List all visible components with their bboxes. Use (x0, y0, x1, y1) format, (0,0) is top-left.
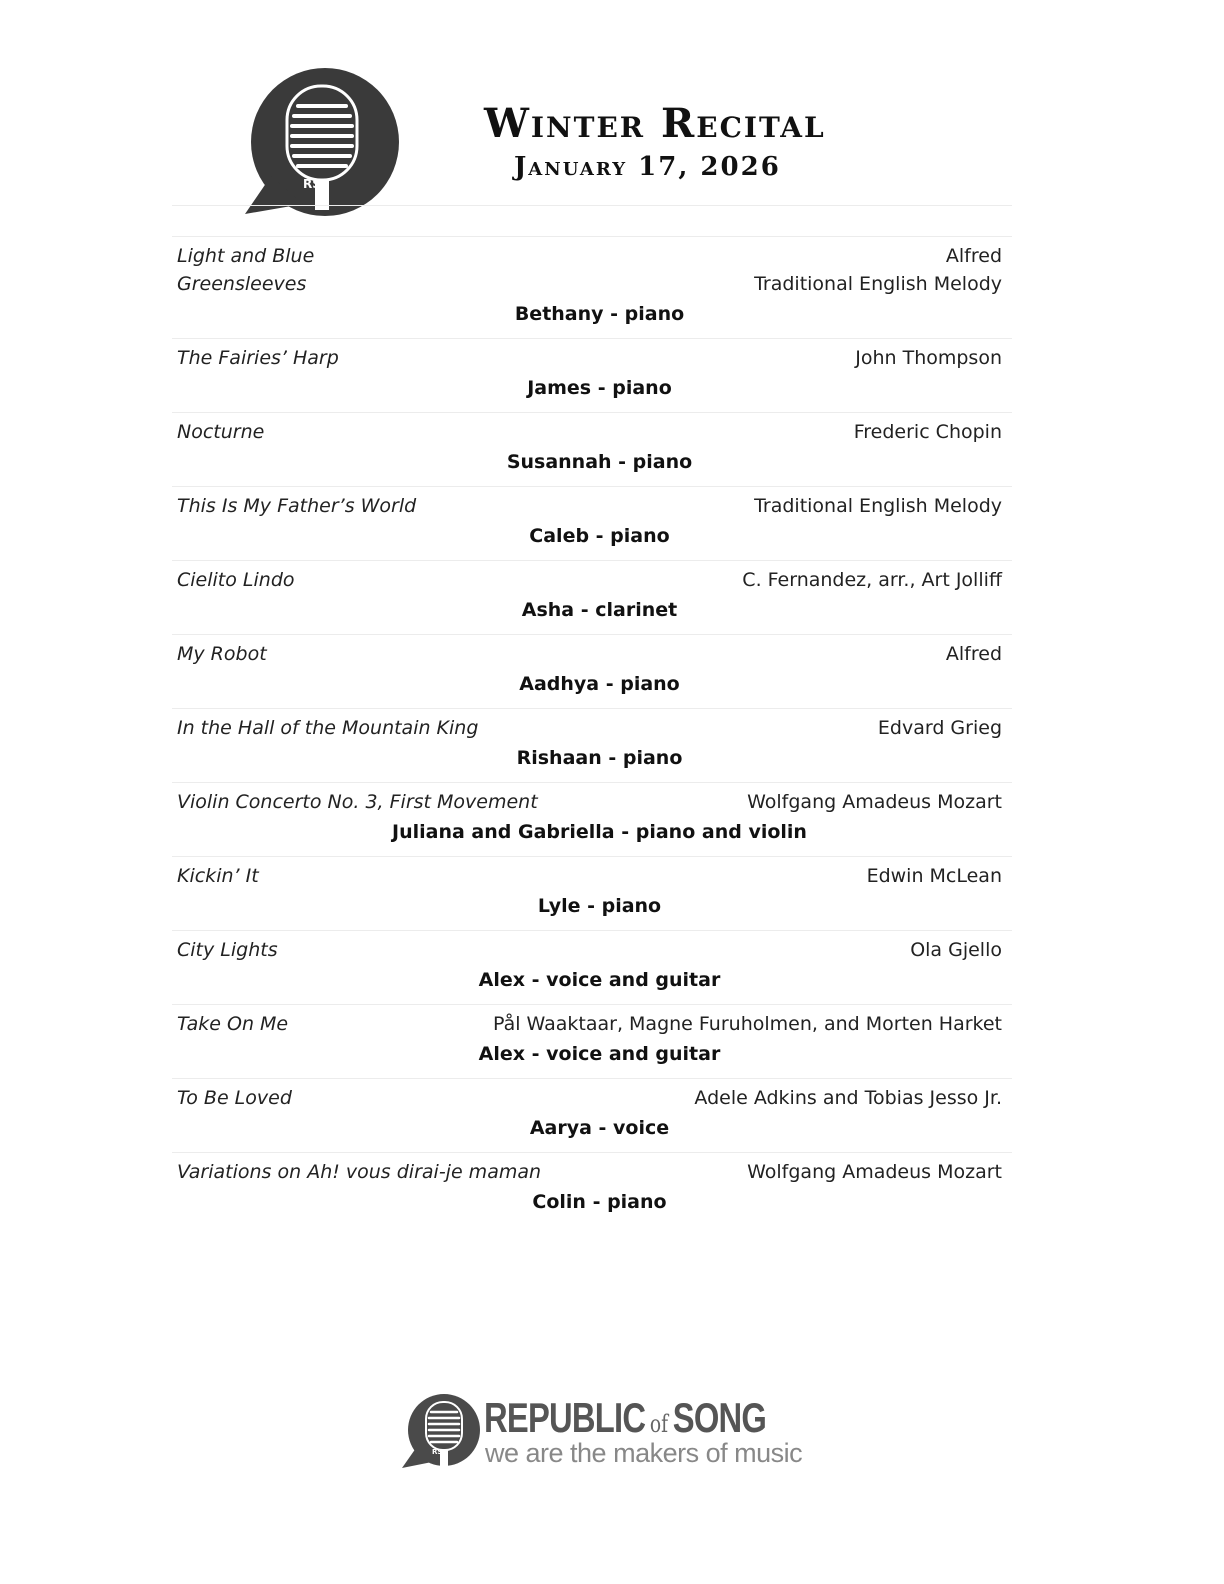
program-entry (172, 338, 1012, 412)
title-block (484, 100, 904, 182)
piece-title: To Be Loved (177, 1087, 292, 1109)
piece (172, 1153, 1012, 1181)
performer: Caleb - piano (529, 525, 670, 547)
piece-composer: Edvard Grieg (877, 717, 1002, 739)
program-entry (172, 634, 1012, 708)
piece (172, 931, 1012, 959)
piece-title: Kickin’ It (177, 865, 259, 887)
header-divider (172, 205, 1012, 206)
piece (172, 339, 1012, 367)
piece-list (172, 635, 1012, 663)
piece-title: Violin Concerto No. 3, First Movement (177, 791, 538, 813)
brand-tagline: we are the makers of music (485, 1438, 803, 1468)
piece-list (172, 561, 1012, 589)
program-entry (172, 412, 1012, 486)
program-entry (172, 708, 1012, 782)
piece-title: Light and Blue (177, 245, 315, 267)
performer: Rishaan - piano (516, 747, 683, 769)
piece (172, 783, 1012, 811)
piece-list (172, 1005, 1012, 1033)
program-entry (172, 782, 1012, 856)
piece-list (172, 339, 1012, 367)
brand-name: REPUBLIC of SONG (484, 1394, 767, 1441)
piece (172, 857, 1012, 885)
piece-list (172, 931, 1012, 959)
performer: Aadhya - piano (519, 673, 680, 695)
performer: Alex - voice and guitar (478, 969, 721, 991)
piece (172, 237, 1012, 265)
performer: Lyle - piano (537, 895, 662, 917)
piece-title: Greensleeves (177, 273, 307, 295)
event-date: January 17, 2026 (514, 152, 781, 182)
program-entry (172, 1078, 1012, 1152)
piece-composer: Adele Adkins and Tobias Jesso Jr. (694, 1087, 1002, 1109)
page-title: Winter Recital (484, 100, 826, 147)
piece-list (172, 783, 1012, 811)
performer: James - piano (527, 377, 672, 399)
footer-brand (402, 1392, 803, 1474)
program-list (172, 236, 1012, 1226)
svg-text:RS: RS (432, 1448, 443, 1456)
program-entry (172, 486, 1012, 560)
piece-title: Variations on Ah! vous dirai-je maman (177, 1161, 542, 1183)
performer: Asha - clarinet (521, 599, 678, 621)
program-entry (172, 930, 1012, 1004)
piece (172, 635, 1012, 663)
piece-list (172, 709, 1012, 737)
performer: Bethany - piano (514, 303, 685, 325)
microphone-logo-icon (243, 66, 403, 218)
piece (172, 1079, 1012, 1107)
program-entry (172, 1152, 1012, 1226)
piece-composer: C. Fernandez, arr., Art Jolliff (742, 569, 1002, 591)
piece-title: This Is My Father’s World (177, 495, 417, 517)
piece-composer: Traditional English Melody (754, 495, 1002, 517)
performer: Colin - piano (532, 1191, 667, 1213)
piece-title: My Robot (177, 643, 267, 665)
program-entry (172, 856, 1012, 930)
piece-composer: Ola Gjello (910, 939, 1002, 961)
performer: Aarya - voice (529, 1117, 670, 1139)
performer: Susannah - piano (506, 451, 693, 473)
piece-composer: Alfred (945, 245, 1002, 267)
piece (172, 1005, 1012, 1033)
piece-list (172, 487, 1012, 515)
piece-composer: Alfred (945, 643, 1002, 665)
piece (172, 487, 1012, 515)
svg-text:RS: RS (303, 177, 321, 191)
piece-list (172, 413, 1012, 441)
piece-composer: Traditional English Melody (754, 273, 1002, 295)
performer: Juliana and Gabriella - piano and violin (392, 821, 807, 843)
piece-composer: Frederic Chopin (853, 421, 1002, 443)
piece-composer: Wolfgang Amadeus Mozart (747, 791, 1002, 813)
piece-title: City Lights (177, 939, 278, 961)
piece-title: Nocturne (177, 421, 265, 443)
program-entry (172, 236, 1012, 338)
piece-composer: John Thompson (855, 347, 1002, 369)
piece-title: Take On Me (177, 1013, 289, 1035)
piece-title: The Fairies’ Harp (177, 347, 339, 369)
piece-list (172, 237, 1012, 293)
piece-list (172, 857, 1012, 885)
piece (172, 561, 1012, 589)
piece-list (172, 1079, 1012, 1107)
program-entry (172, 1004, 1012, 1078)
performer: Alex - voice and guitar (478, 1043, 721, 1065)
program-entry (172, 560, 1012, 634)
piece-composer: Wolfgang Amadeus Mozart (747, 1161, 1002, 1183)
piece (172, 709, 1012, 737)
piece (172, 413, 1012, 441)
piece-composer: Edwin McLean (866, 865, 1002, 887)
piece-title: In the Hall of the Mountain King (177, 717, 479, 739)
piece-composer: Pål Waaktaar, Magne Furuholmen, and Morten Harket (492, 1013, 1002, 1035)
piece-title: Cielito Lindo (177, 569, 295, 591)
piece-list (172, 1153, 1012, 1181)
piece (172, 265, 1012, 293)
microphone-logo-icon (402, 1392, 482, 1472)
